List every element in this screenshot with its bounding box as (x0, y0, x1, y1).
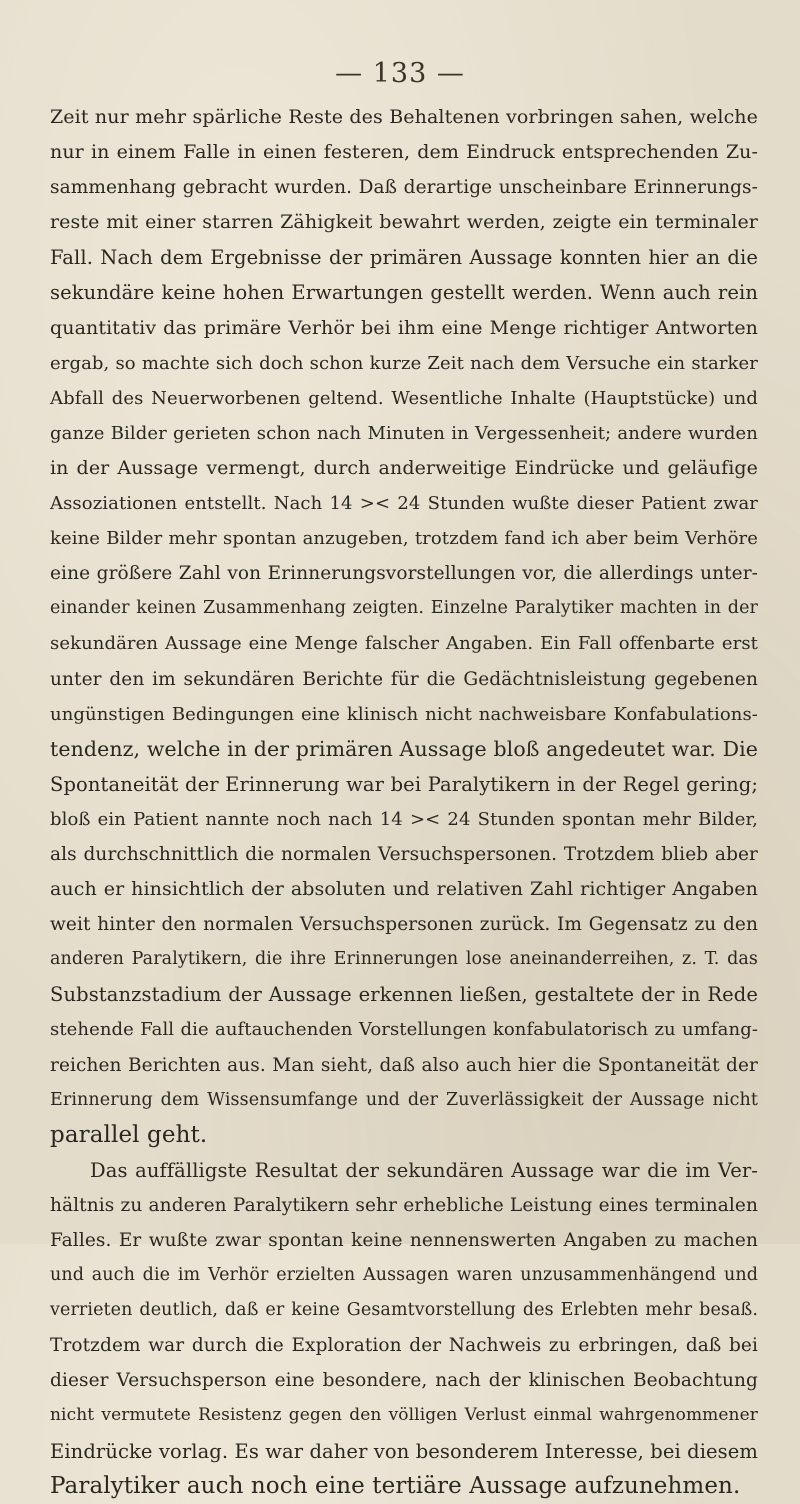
text-line: weit hinter den normalen Versuchspersonen zurück. Im Gegensatz zu den (50, 914, 758, 936)
text-line: anderen Paralytikern, die ihre Erinnerungen lose aneinanderreihen, z. T. das (50, 949, 758, 970)
text-line: ganze Bilder gerieten schon nach Minuten in Vergessenheit; andere wurden (50, 422, 758, 444)
text-line: Eindrücke vorlag. Es war daher von besonderem Interesse, bei diesem (50, 1439, 759, 1463)
text-line: hältnis zu anderen Paralytikern sehr erhebliche Leistung eines terminalen (50, 1194, 758, 1216)
body-text (50, 100, 758, 1504)
text-line: sammenhang gebracht wurden. Daß derartige unscheinbare Erinnerungs- (50, 177, 758, 199)
text-line: Spontaneität der Erinnerung war bei Paralytikern in der Regel gering; (50, 772, 758, 796)
text-line: dieser Versuchsperson eine besondere, nach der klinischen Beobachtung (50, 1370, 758, 1392)
text-line: stehende Fall die auftauchenden Vorstellungen konfabulatorisch zu umfang- (50, 1019, 758, 1041)
text-line: reste mit einer starren Zähigkeit bewahrt werden, zeigte ein terminaler (50, 211, 758, 234)
text-line: und auch die im Verhör erzielten Aussagen waren unzusammenhängend und (50, 1265, 758, 1286)
text-line: Assoziationen entstellt. Nach 14 >< 24 Stunden wußte dieser Patient zwar (50, 493, 758, 515)
text-line: unter den im sekundären Berichte für die Gedächtnisleistung gegebenen (50, 668, 758, 690)
text-line: nur in einem Falle in einen festeren, dem Eindruck entsprechenden Zu- (50, 141, 758, 164)
text-line: sekundären Aussage eine Menge falscher Angaben. Ein Fall offenbarte erst (50, 633, 758, 655)
text-line: Substanzstadium der Aussage erkennen ließen, gestaltete der in Rede (50, 983, 758, 1007)
text-line: Erinnerung dem Wissensumfange und der Zuverlässigkeit der Aussage nicht (50, 1089, 758, 1110)
text-line: tendenz, welche in der primären Aussage bloß angedeutet war. Die (50, 736, 758, 761)
text-line: in der Aussage vermengt, durch anderweitige Eindrücke und geläufige (50, 456, 758, 479)
text-line: Falles. Er wußte zwar spontan keine nennenswerten Angaben zu machen (50, 1230, 758, 1251)
text-line: bloß ein Patient nannte noch nach 14 >< 24 Stunden spontan mehr Bilder, (50, 808, 758, 830)
text-line: Trotzdem war durch die Exploration der Nachweis zu erbringen, daß bei (50, 1335, 758, 1357)
text-line: verrieten deutlich, daß er keine Gesamtvorstellung des Erlebten mehr besaß. (50, 1300, 758, 1321)
text-line: eine größere Zahl von Erinnerungsvorstellungen vor, die allerdings unter- (50, 563, 758, 585)
text-line: ergab, so machte sich doch schon kurze Zeit nach dem Versuche ein starker (50, 352, 758, 374)
text-line: einander keinen Zusammenhang zeigten. Einzelne Paralytiker machten in der (50, 598, 758, 619)
paragraph-first-line: Das auffälligste Resultat der sekundären Aussage war die im Ver- (90, 1158, 758, 1182)
text-line: ungünstigen Bedingungen eine klinisch nicht nachweisbare Konfabulations- (50, 703, 758, 725)
text-line: auch er hinsichtlich der absoluten und relativen Zahl richtiger Angaben (50, 878, 758, 901)
text-line: quantitativ das primäre Verhör bei ihm eine Menge richtiger Antworten (50, 316, 758, 339)
text-line: Abfall des Neuerworbenen geltend. Wesentliche Inhalte (Hauptstücke) und (50, 387, 758, 409)
text-line: als durchschnittlich die normalen Versuchspersonen. Trotzdem blieb aber (50, 843, 758, 865)
text-line: keine Bilder mehr spontan anzugeben, trotzdem fand ich aber beim Verhöre (50, 528, 758, 550)
text-line: sekundäre keine hohen Erwartungen gestellt werden. Wenn auch rein (50, 281, 758, 305)
text-line: reichen Berichten aus. Man sieht, daß also auch hier die Spontaneität der (50, 1054, 758, 1076)
text-line: nicht vermutete Resistenz gegen den völligen Verlust einmal wahrgenommener (50, 1405, 758, 1426)
text-line: Fall. Nach dem Ergebnisse der primären Aussage konnten hier an die (50, 246, 758, 270)
paragraph-end-line: parallel geht. (50, 1121, 208, 1148)
paragraph-end-line: Paralytiker auch noch eine tertiäre Aussage aufzunehmen. (50, 1472, 741, 1499)
page-number: — 133 — (335, 58, 465, 89)
text-line: Zeit nur mehr spärliche Reste des Behaltenen vorbringen sahen, welche (50, 106, 758, 128)
